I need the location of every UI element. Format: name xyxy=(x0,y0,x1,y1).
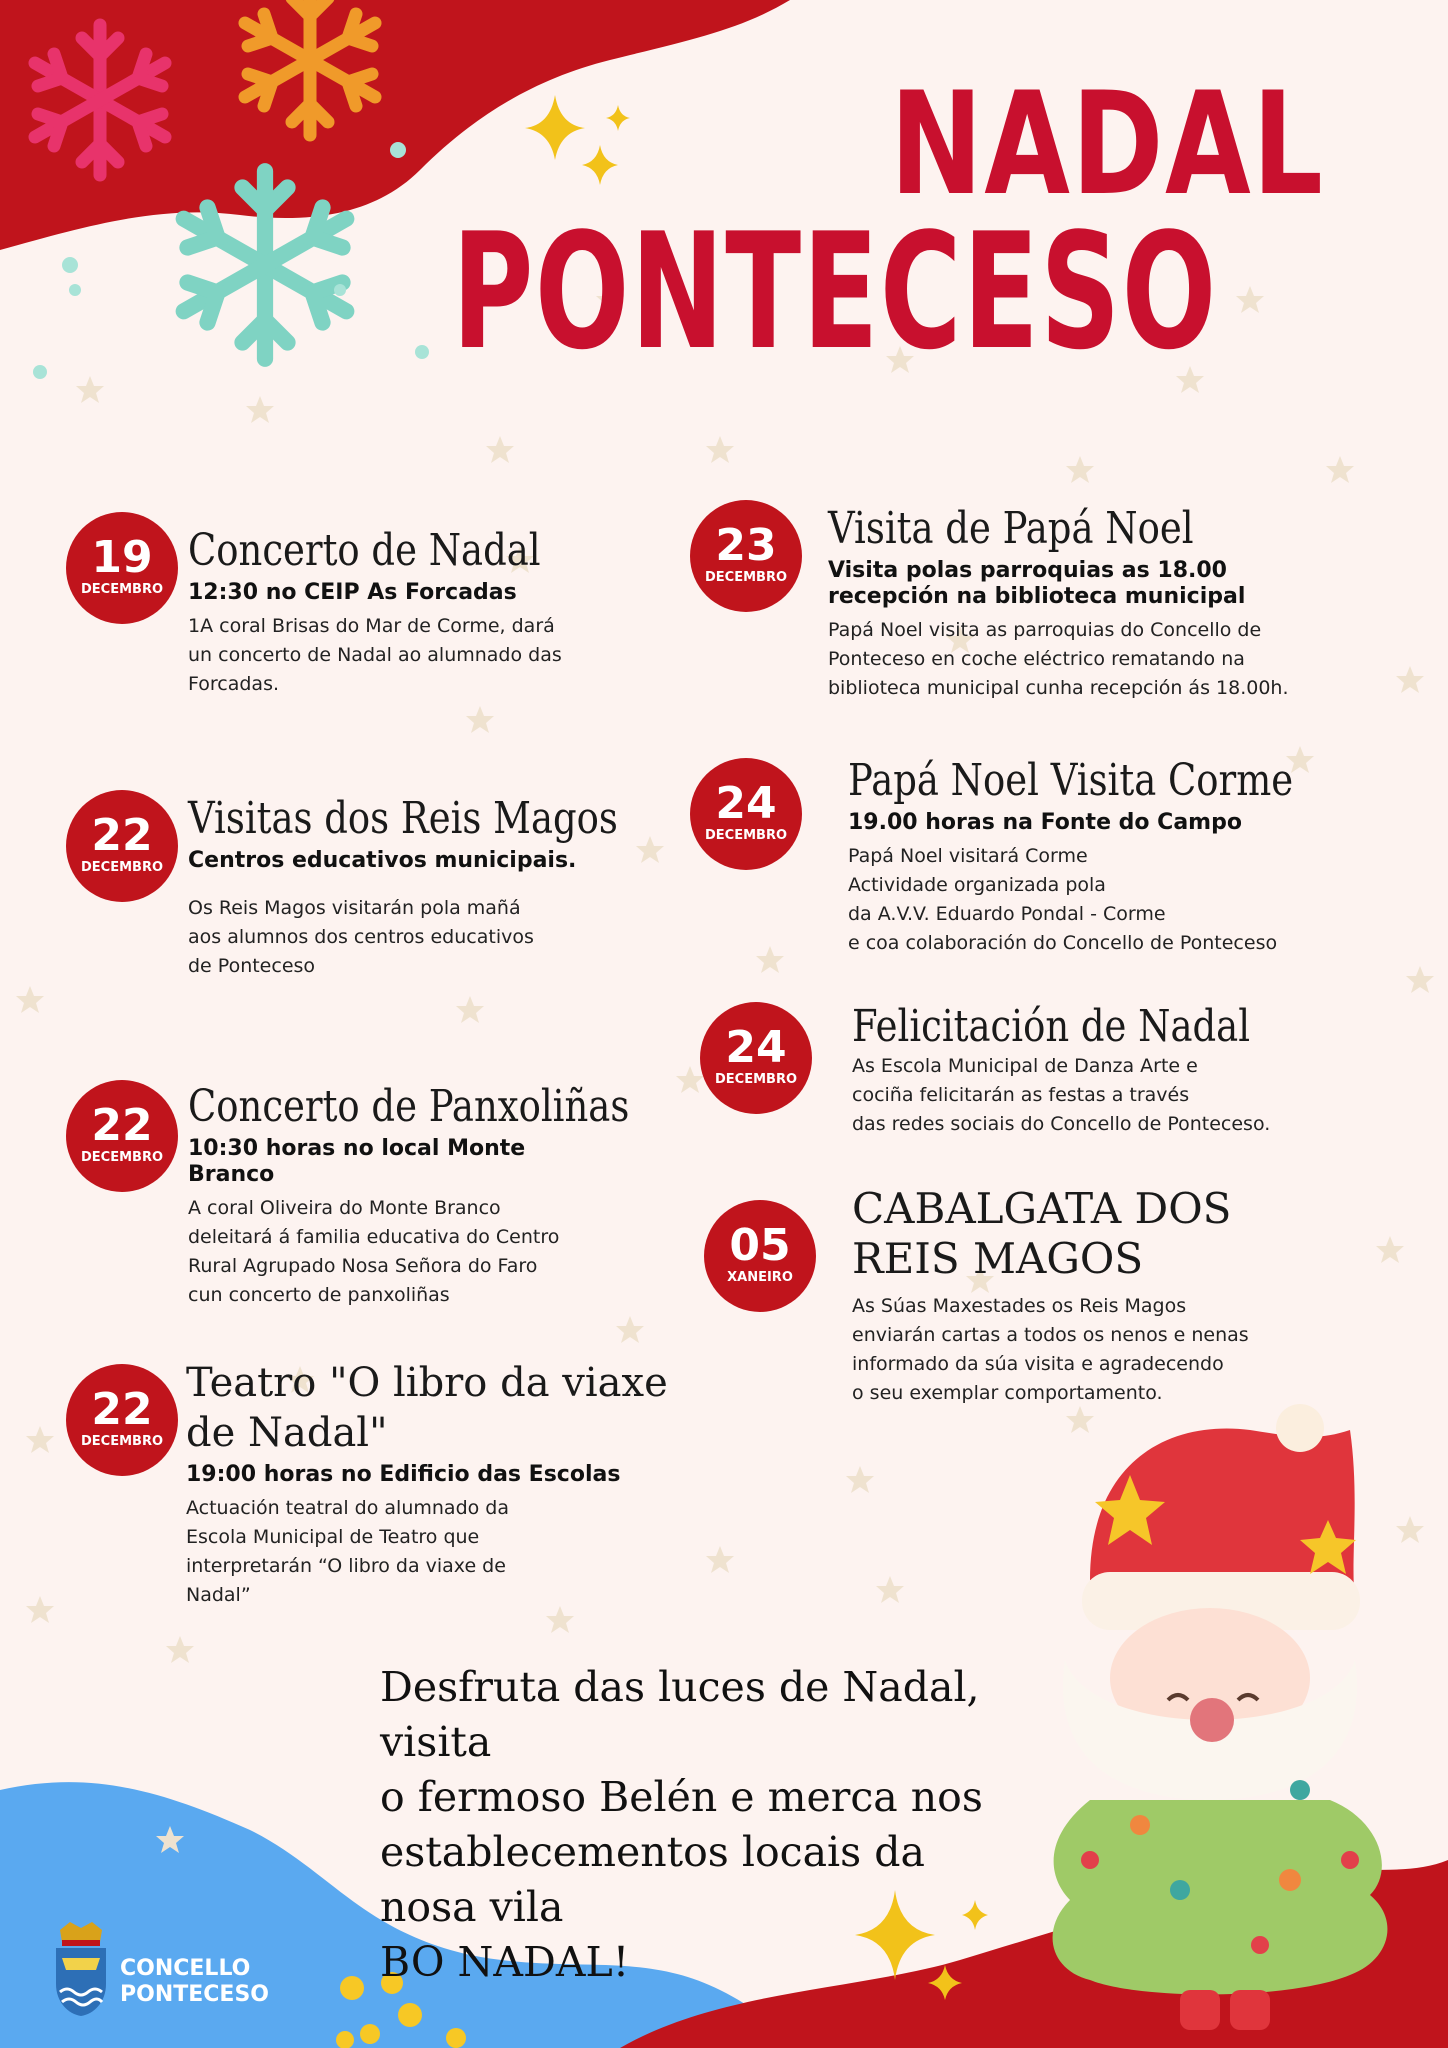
badge-day: 23 xyxy=(715,520,777,571)
event-description: Papá Noel visita as parroquias do Concello de Ponteceso en coche eléctrico rematando na biblioteca municipal cunha recepción ás 18.00h. xyxy=(828,619,1289,699)
event-title: Concerto de Nadal xyxy=(188,525,541,576)
badge-day: 22 xyxy=(91,810,153,861)
date-badge xyxy=(704,1200,816,1312)
event-title: Concerto de Panxoliñas xyxy=(188,1081,630,1132)
event-title: Felicitación de Nadal xyxy=(852,1001,1251,1052)
event-description: 1A coral Brisas do Mar de Corme, dará un concerto de Nadal ao alumnado das Forcadas. xyxy=(188,615,562,695)
badge-day: 22 xyxy=(91,1384,153,1435)
event-description: As Escola Municipal de Danza Arte e cociña felicitarán as festas a través das redes sociais do Concello de Ponteceso. xyxy=(852,1055,1271,1135)
logo-text: CONCELLO PONTECESO xyxy=(120,1956,269,2007)
badge-month: DECEMBRO xyxy=(81,1434,163,1449)
badge-month: DECEMBRO xyxy=(705,828,787,843)
event-title: Visita de Papá Noel xyxy=(828,503,1194,554)
badge-day: 05 xyxy=(729,1220,791,1271)
event-subtitle: Centros educativos municipais. xyxy=(188,848,577,873)
badge-month: DECEMBRO xyxy=(81,582,163,597)
santa-tree-illustration xyxy=(1053,1404,1388,2030)
date-badge xyxy=(690,758,802,870)
badge-day: 22 xyxy=(91,1100,153,1151)
badge-day: 24 xyxy=(715,778,777,829)
date-badge xyxy=(700,1002,812,1114)
title-line-1: NADAL xyxy=(890,62,1325,227)
event-subtitle: 10:30 horas no local Monte Branco xyxy=(188,1136,526,1187)
title-line-2: PONTECESO xyxy=(452,198,1218,385)
event-description: Actuación teatral do alumnado da Escola Municipal de Teatro que interpretarán “O libro da viaxe de Nadal” xyxy=(186,1497,509,1606)
badge-day: 19 xyxy=(91,532,153,583)
event-title: Papá Noel Visita Corme xyxy=(848,755,1294,806)
event-description: Papá Noel visitará Corme Actividade organizada pola da A.V.V. Eduardo Pondal - Corme e coa colaboración do Concello de Ponteceso xyxy=(848,845,1278,954)
event-subtitle: 19:00 horas no Edificio das Escolas xyxy=(186,1462,621,1487)
event-subtitle: 12:30 no CEIP As Forcadas xyxy=(188,580,517,605)
badge-day: 24 xyxy=(725,1022,787,1073)
event-title: CABALGATA DOS REIS MAGOS xyxy=(852,1184,1232,1283)
event-subtitle: Visita polas parroquias as 18.00 recepción na biblioteca municipal xyxy=(828,558,1246,609)
badge-month: DECEMBRO xyxy=(705,570,787,585)
badge-month: XANEIRO xyxy=(727,1270,793,1285)
event-title: Visitas dos Reis Magos xyxy=(188,793,618,844)
event-description: As Súas Maxestades os Reis Magos enviarán cartas a todos os nenos e nenas informado da súa visita e agradecendo o seu exemplar comportamento. xyxy=(852,1295,1249,1404)
date-badge xyxy=(690,500,802,612)
date-badge xyxy=(66,790,178,902)
badge-month: DECEMBRO xyxy=(81,1150,163,1165)
event-description: Os Reis Magos visitarán pola mañá aos alumnos dos centros educativos de Ponteceso xyxy=(188,897,534,977)
event-subtitle: 19.00 horas na Fonte do Campo xyxy=(848,810,1242,835)
event-title: Teatro "O libro da viaxe de Nadal" xyxy=(186,1360,668,1456)
date-badge xyxy=(66,1080,178,1192)
date-badge xyxy=(66,1364,178,1476)
concello-crest-icon xyxy=(50,1918,112,2018)
closing-message: Desfruta das luces de Nadal, visita o fermoso Belén e merca nos establecementos locais da nosa vila BO NADAL! xyxy=(380,1663,983,1986)
event-description: A coral Oliveira do Monte Branco deleitará á familia educativa do Centro Rural Agrupado Nosa Señora do Faro cun concerto de panxoliñas xyxy=(188,1197,560,1306)
badge-month: DECEMBRO xyxy=(81,860,163,875)
badge-month: DECEMBRO xyxy=(715,1072,797,1087)
date-badge xyxy=(66,512,178,624)
